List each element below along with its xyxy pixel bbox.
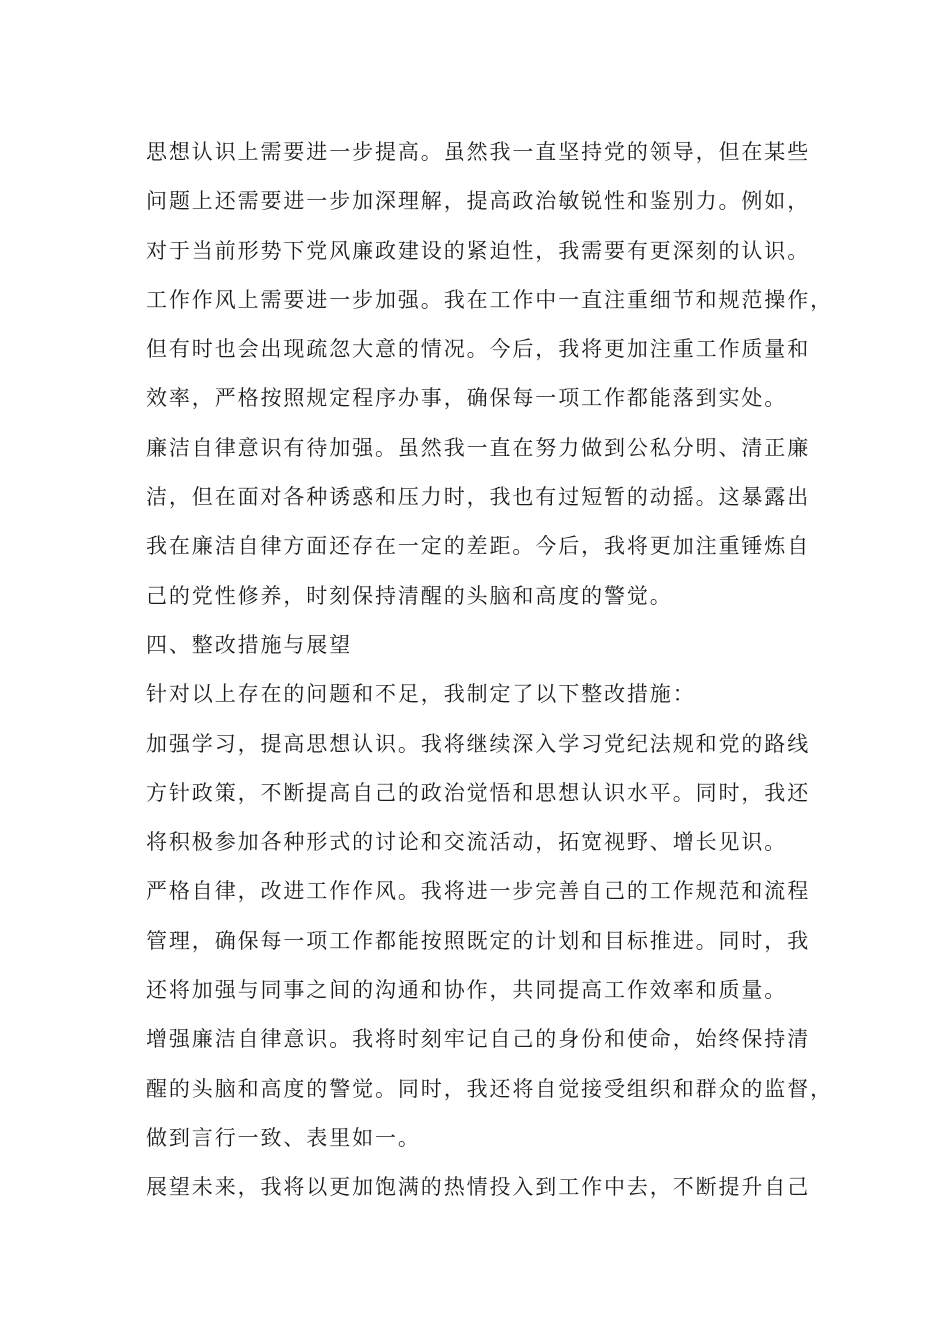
text-line: 方针政策，不断提高自己的政治觉悟和思想认识水平。同时，我还 [146, 780, 811, 805]
text-line: 效率，严格按照规定程序办事，确保每一项工作都能落到实处。 [146, 386, 788, 411]
text-line: 管理，确保每一项工作都能按照既定的计划和目标推进。同时，我 [146, 928, 811, 953]
text-line: 问题上还需要进一步加深理解，提高政治敏锐性和鉴别力。例如， [146, 189, 811, 214]
text-line: 增强廉洁自律意识。我将时刻牢记自己的身份和使命，始终保持清 [146, 1027, 811, 1052]
text-line: 我在廉洁自律方面还存在一定的差距。今后，我将更加注重锤炼自 [146, 534, 811, 559]
document-body [146, 128, 833, 1213]
text-line: 醒的头脑和高度的警觉。同时，我还将自觉接受组织和群众的监督， [146, 1076, 833, 1101]
text-line: 思想认识上需要进一步提高。虽然我一直坚持党的领导，但在某些 [146, 140, 811, 164]
text-line: 洁，但在面对各种诱惑和压力时，我也有过短暂的动摇。这暴露出 [146, 485, 811, 510]
text-line: 但有时也会出现疏忽大意的情况。今后，我将更加注重工作质量和 [146, 337, 811, 362]
text-line: 廉洁自律意识有待加强。虽然我一直在努力做到公私分明、清正廉 [146, 435, 811, 460]
text-line: 还将加强与同事之间的沟通和协作，共同提高工作效率和质量。 [146, 978, 788, 1003]
text-line: 严格自律，改进工作作风。我将进一步完善自己的工作规范和流程 [146, 879, 811, 904]
text-line: 对于当前形势下党风廉政建设的紧迫性，我需要有更深刻的认识。 [146, 238, 811, 263]
section-heading: 四、整改措施与展望 [146, 632, 353, 657]
text-line: 展望未来，我将以更加饱满的热情投入到工作中去，不断提升自己 [146, 1175, 811, 1200]
text-line: 将积极参加各种形式的讨论和交流活动，拓宽视野、增长见识。 [146, 830, 788, 855]
text-line: 己的党性修养，时刻保持清醒的头脑和高度的警觉。 [146, 583, 673, 608]
text-line: 做到言行一致、表里如一。 [146, 1125, 421, 1150]
text-line: 加强学习，提高思想认识。我将继续深入学习党纪法规和党的路线 [146, 731, 811, 756]
text-line: 工作作风上需要进一步加强。我在工作中一直注重细节和规范操作， [146, 287, 833, 312]
text-line: 针对以上存在的问题和不足，我制定了以下整改措施： [146, 682, 696, 707]
